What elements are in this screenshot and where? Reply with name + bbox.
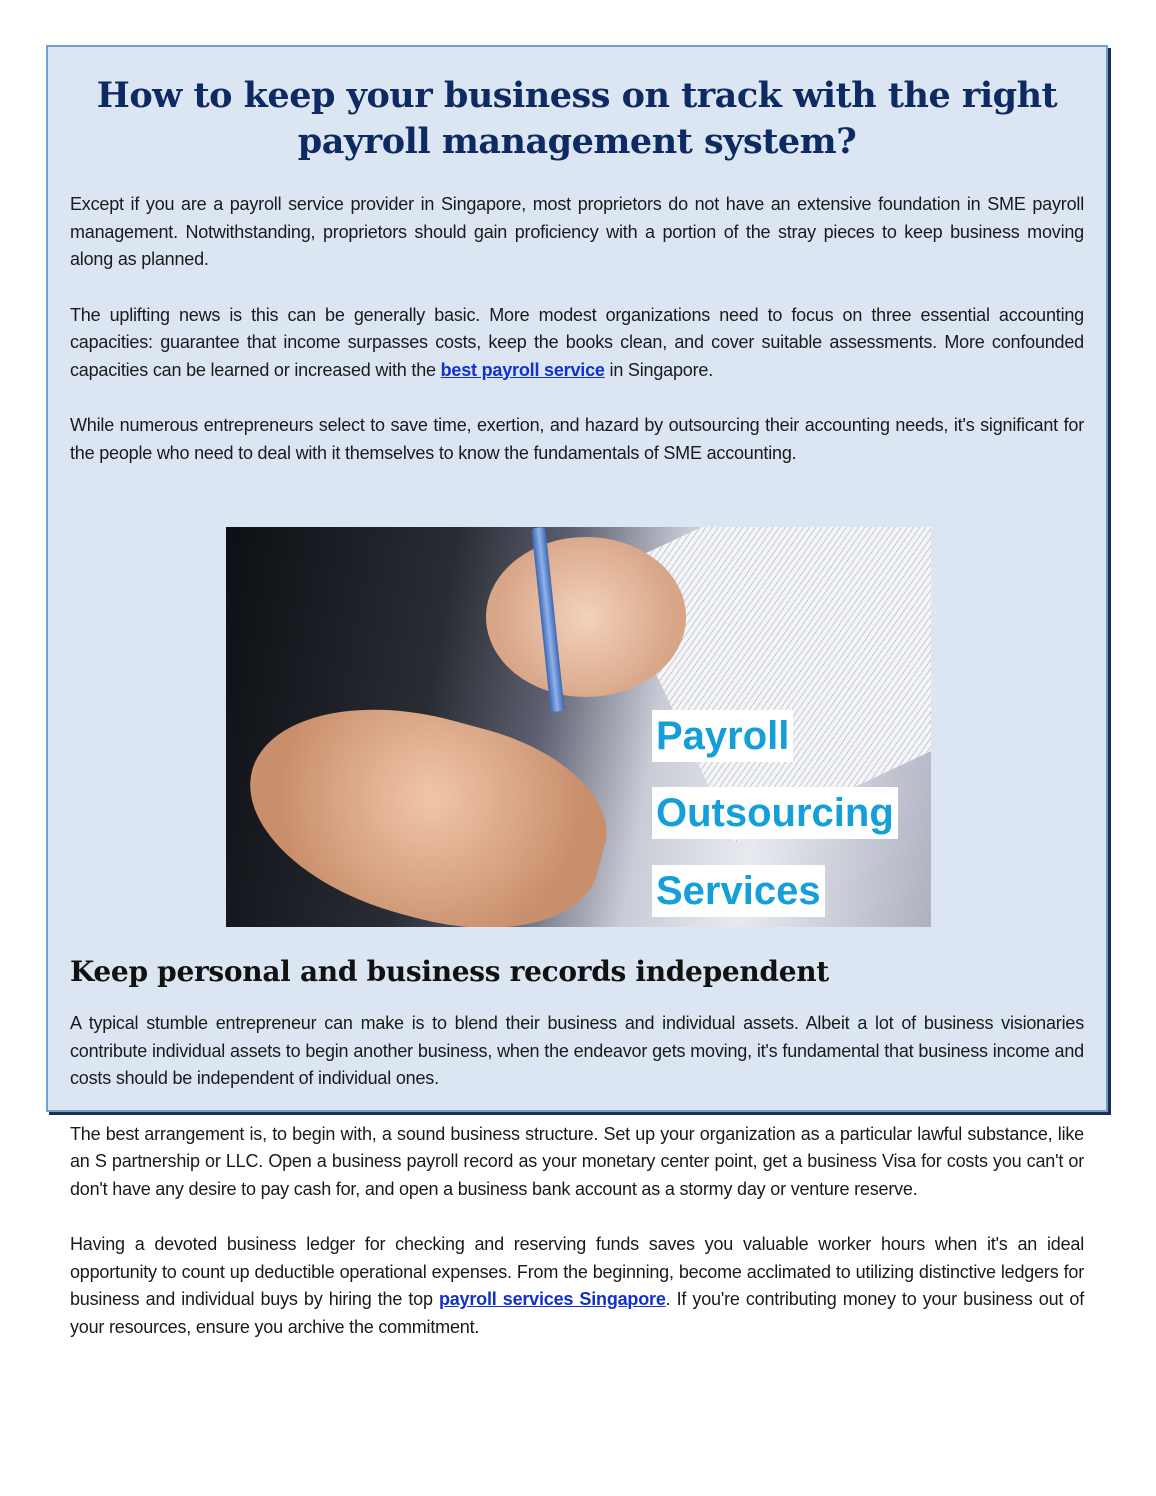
- paragraph: A typical stumble entrepreneur can make is to blend their business and individual assets. Albeit a lot of business visionaries contribute individual assets to begin another business, when the endeavor gets moving, it's fundamental that business income and costs should be independent of individual ones.: [70, 1013, 1084, 1088]
- payroll-services-singapore-link[interactable]: payroll services Singapore: [438, 1289, 666, 1309]
- image-caption-line: Payroll: [652, 710, 793, 762]
- image-caption-line: Outsourcing: [652, 787, 898, 839]
- text: . If you're contributing money to your business out of your resources, ensure you archive the commitment.: [70, 1289, 1084, 1337]
- paragraph: While numerous entrepreneurs select to save time, exertion, and hazard by outsourcing their accounting needs, it's significant for the people who need to deal with it themselves to know the fundamentals of SME accounting.: [70, 415, 1084, 463]
- image-caption-line: Services: [652, 865, 825, 917]
- page-title: How to keep your business on track with the right payroll management system?: [96, 75, 1058, 162]
- text: in Singapore.: [604, 359, 713, 380]
- paragraph: [70, 302, 1084, 385]
- hand-holding-pen: [486, 537, 686, 697]
- document-page: [46, 45, 1108, 1337]
- payroll-outsourcing-image: [226, 527, 931, 927]
- hand: [226, 674, 625, 927]
- paragraph: Except if you are a payroll service provider in Singapore, most proprietors do not have an extensive foundation in SME payroll management. Notwithstanding, proprietors should gain proficiency with a portion of the stray pieces to keep business moving along as planned.: [70, 194, 1084, 269]
- best-payroll-service-link[interactable]: best payroll service: [440, 359, 605, 380]
- paragraph: [70, 1231, 1084, 1341]
- text: Having a devoted business ledger for checking and reserving funds saves you valuable worker hours when it's an ideal opportunity to count up deductible operational expenses. From the beginning, become acclimated to utilizing distinctive ledgers for business and individual buys by hiring the top: [70, 1234, 1084, 1309]
- section-heading: Keep personal and business records independent: [70, 955, 829, 988]
- paragraph: The best arrangement is, to begin with, a sound business structure. Set up your organization as a particular lawful substance, like an S partnership or LLC. Open a business payroll record as your monetary center point, get a business Visa for costs you can't or don't have any desire to pay cash for, and open a business bank account as a stormy day or venture reserve.: [70, 1123, 1084, 1199]
- text: The uplifting news is this can be generally basic. More modest organizations need to focus on three essential accounting capacities: guarantee that income surpasses costs, keep the books clean, and cover suitable assessments. More confounded capacities can be learned or increased with the: [70, 304, 1084, 380]
